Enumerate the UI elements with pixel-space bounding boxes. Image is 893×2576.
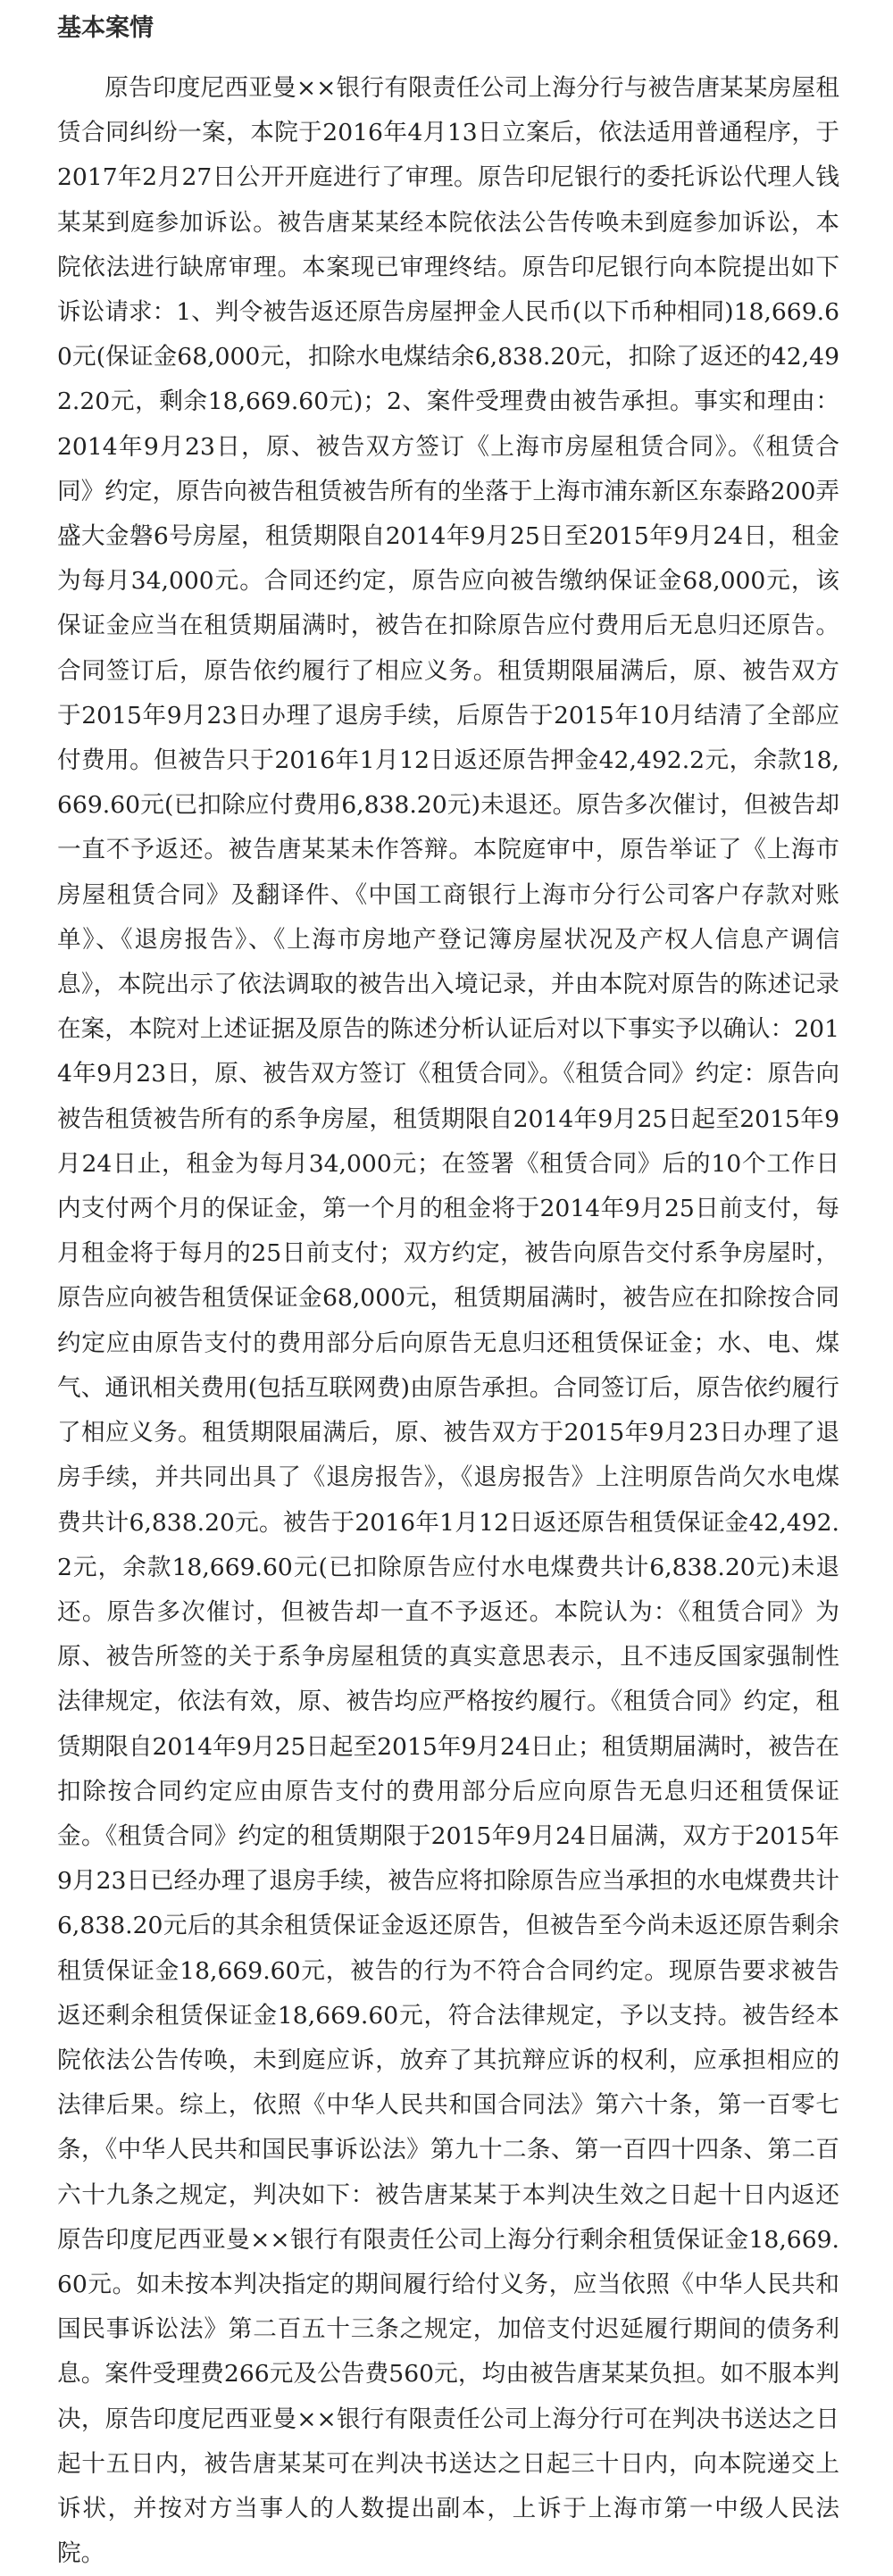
section-heading: 基本案情 xyxy=(57,14,154,42)
case-facts-paragraph: 原告印度尼西亚曼××银行有限责任公司上海分行与被告唐某某房屋租赁合同纠纷一案，本院于2016年4月13日立案后，依法适用普通程序，于2017年2月27日公开开庭进行了审理。原告印尼银行的委托诉讼代理人钱某某到庭参加诉讼。被告唐某某经本院依法公告传唤未到庭参加诉讼，本院依法进行缺席审理。本案现已审理终结。原告印尼银行向本院提出如下诉讼请求：1、判令被告返还原告房屋押金人民币(以下币种相同)18,669.60元(保证金68,000元，扣除水电煤结余6,838.20元，扣除了返还的42,492.20元，剩余18,669.60元)；2、案件受理费由被告承担。事实和理由：2014年9月23日，原、被告双方签订《上海市房屋租赁合同》。《租赁合同》约定，原告向被告租赁被告所有的坐落于上海市浦东新区东泰路200弄盛大金磐6号房屋，租赁期限自2014年9月25日至2015年9月24日，租金为每月34,000元。合同还约定，原告应向被告缴纳保证金68,000元，该保证金应当在租赁期届满时，被告在扣除原告应付费用后无息归还原告。合同签订后，原告依约履行了相应义务。租赁期限届满后，原、被告双方于2015年9月23日办理了退房手续，后原告于2015年10月结清了全部应付费用。但被告只于2016年1月12日返还原告押金42,492.2元，余款18,669.60元(已扣除应付费用6,838.20元)未退还。原告多次催讨，但被告却一直不予返还。被告唐某某未作答辩。本院庭审中，原告举证了《上海市房屋租赁合同》及翻译件、《中国工商银行上海市分行公司客户存款对账单》、《退房报告》、《上海市房地产登记簿房屋状况及产权人信息产调信息》，本院出示了依法调取的被告出入境记录，并由本院对原告的陈述记录在案，本院对上述证据及原告的陈述分析认证后对以下事实予以确认：2014年9月23日，原、被告双方签订《租赁合同》。《租赁合同》约定：原告向被告租赁被告所有的系争房屋，租赁期限自2014年9月25日起至2015年9月24日止，租金为每月34,000元；在签署《租赁合同》后的10个工作日内支付两个月的保证金，第一个月的租金将于2014年9月25日前支付，每月租金将于每月的25日前支付；双方约定，被告向原告交付系争房屋时，原告应向被告租赁保证金68,000元，租赁期届满时，被告应在扣除按合同约定应由原告支付的费用部分后向原告无息归还租赁保证金；水、电、煤气、通讯相关费用(包括互联网费)由原告承担。合同签订后，原告依约履行了相应义务。租赁期限届满后，原、被告双方于2015年9月23日办理了退房手续，并共同出具了《退房报告》，《退房报告》上注明原告尚欠水电煤费共计6,838.20元。被告于2016年1月12日返还原告租赁保证金42,492.2元，余款18,669.60元(已扣除原告应付水电煤费共计6,838.20元)未退还。原告多次催讨，但被告却一直不予返还。本院认为：《租赁合同》为原、被告所签的关于系争房屋租赁的真实意思表示，且不违反国家强制性法律规定，依法有效，原、被告均应严格按约履行。《租赁合同》约定，租赁期限自2014年9月25日起至2015年9月24日止；租赁期届满时，被告在扣除按合同约定应由原告支付的费用部分后应向原告无息归还租赁保证金。《租赁合同》约定的租赁期限于2015年9月24日届满，双方于2015年9月23日已经办理了退房手续，被告应将扣除原告应当承担的水电煤费共计6,838.20元后的其余租赁保证金返还原告，但被告至今尚未返还原告剩余租赁保证金18,669.60元，被告的行为不符合合同约定。现原告要求被告返还剩余租赁保证金18,669.60元，符合法律规定，予以支持。被告经本院依法公告传唤，未到庭应诉，放弃了其抗辩应诉的权利，应承担相应的法律后果。综上，依照《中华人民共和国合同法》第六十条，第一百零七条，《中华人民共和国民事诉讼法》第九十二条、第一百四十四条、第二百六十九条之规定，判决如下：被告唐某某于本判决生效之日起十日内返还原告印度尼西亚曼××银行有限责任公司上海分行剩余租赁保证金18,669.60元。如未按本判决指定的期间履行给付义务，应当依照《中华人民共和国民事诉讼法》第二百五十三条之规定，加倍支付迟延履行期间的债务利息。案件受理费266元及公告费560元，均由被告唐某某负担。如不服本判决，原告印度尼西亚曼××银行有限责任公司上海分行可在判决书送达之日起十五日内，被告唐某某可在判决书送达之日起三十日内，向本院递交上诉状，并按对方当事人的人数提出副本，上诉于上海市第一中级人民法院。 xyxy=(57,74,840,2568)
